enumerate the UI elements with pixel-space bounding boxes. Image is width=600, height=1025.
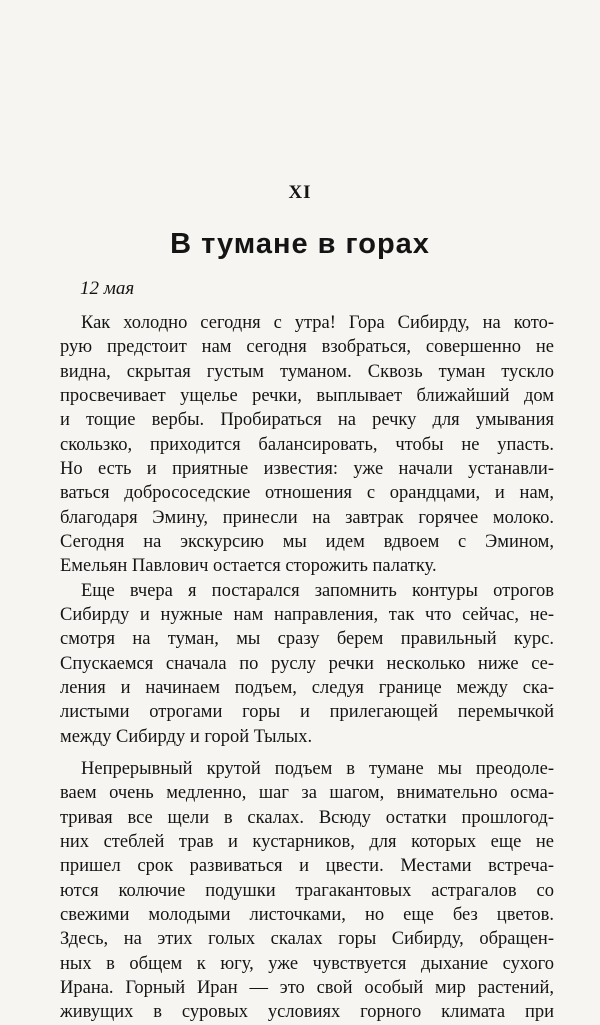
text-line: Спускаемся сначала по руслу речки несколько ниже се-: [60, 653, 554, 674]
text-line: видна, скрытая густым туманом. Сквозь туман тускло: [60, 361, 554, 382]
text-line: между Сибирду и горой Тылых.: [60, 726, 313, 747]
paragraph: [60, 579, 554, 749]
text-line: ления и начинаем подъем, следуя границе между ска-: [60, 677, 554, 698]
text-line: ных в общем к югу, уже чувствуется дыхание сухого: [60, 953, 554, 974]
chapter-number: XI: [288, 182, 312, 203]
text-line: живущих в суровых условиях горного климата при: [60, 1002, 554, 1023]
paragraph: [60, 757, 554, 1025]
text-line: Емельян Павлович остается сторожить палатку.: [60, 556, 437, 577]
text-line: Непрерывный крутой подъем в тумане мы преодоле-: [81, 758, 554, 779]
text-line: просвечивает ущелье речки, выплывает ближайший дом: [60, 385, 554, 406]
text-line: смотря на туман, мы сразу берем правильный курс.: [60, 629, 554, 650]
text-line: них стеблей трав и кустарников, для которых еще не: [60, 831, 554, 852]
text-line: и тощие вербы. Пробираться на речку для умывания: [60, 410, 554, 431]
text-line: Здесь, на этих голых скалах горы Сибирду, обращен-: [60, 929, 554, 950]
text-line: ваться добрососедские отношения с орандцами, и нам,: [60, 483, 554, 504]
text-line: тривая все щели в скалах. Всюду остатки прошлогод-: [60, 807, 554, 828]
paragraph: [60, 311, 554, 579]
text-line: Ирана. Горный Иран — это свой особый мир растений,: [60, 977, 554, 998]
text-line: рую предстоит нам сегодня взобраться, совершенно не: [60, 337, 554, 358]
entry-date: 12 мая: [80, 278, 135, 299]
text-line: ются колючие подушки трагакантовых астрагалов со: [60, 880, 554, 901]
text-line: ваем очень медленно, шаг за шагом, внимательно осма-: [60, 783, 554, 804]
text-line: скользко, приходится балансировать, чтобы не упасть.: [60, 434, 554, 455]
text-line: Как холодно сегодня с утра! Гора Сибирду, на кото-: [81, 313, 554, 333]
text-line: пришел срок развиваться и цвести. Местами встреча-: [60, 856, 554, 877]
text-line: Но есть и приятные известия: уже начали устанавли-: [60, 458, 554, 479]
text-line: свежими молодыми листочками, но еще без цветов.: [60, 904, 554, 925]
text-line: Еще вчера я постарался запомнить контуры отрогов: [81, 580, 554, 601]
body-text: [60, 311, 554, 1025]
text-line: благодаря Эмину, принесли на завтрак горячее молоко.: [60, 507, 554, 528]
chapter-title: В тумане в горах: [170, 228, 430, 260]
text-line: листыми отрогами горы и прилегающей перемычкой: [60, 702, 554, 723]
text-line: Сегодня на экскурсию мы идем вдвоем с Эмином,: [60, 531, 554, 552]
text-line: Сибирду и нужные нам направления, так что сейчас, не-: [60, 604, 554, 625]
paragraph-gap: [60, 749, 554, 757]
